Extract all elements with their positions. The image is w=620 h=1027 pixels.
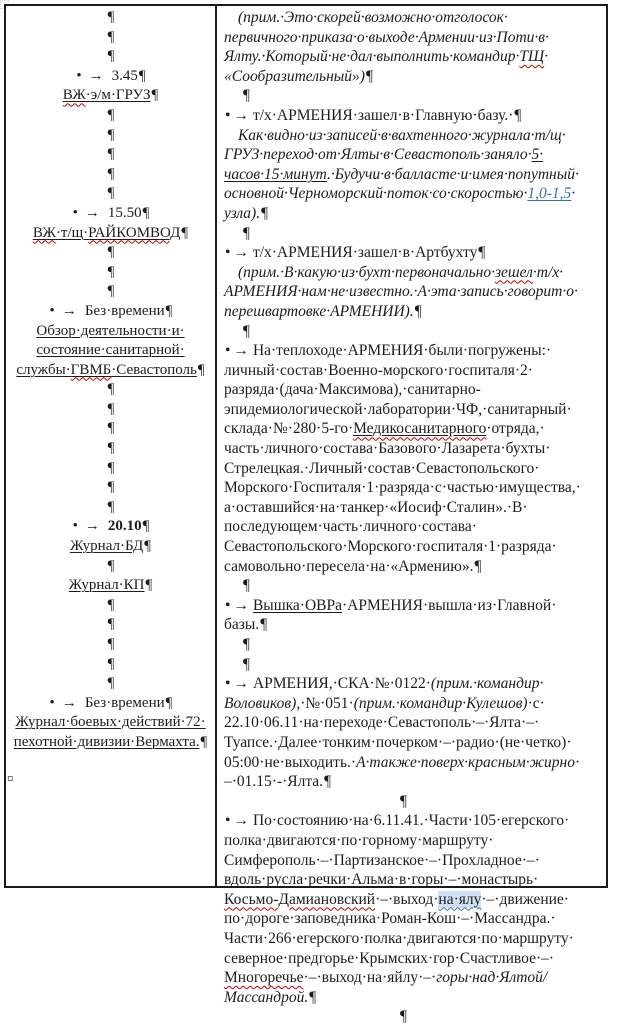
text-run: ·​э/м·​ГРУЗ [85, 87, 151, 104]
pilcrow-mark: ¶ [197, 361, 205, 378]
document-table [4, 4, 608, 1026]
empty-paragraph [10, 655, 211, 675]
pilcrow-mark: ¶ [474, 557, 482, 575]
text-run: ,·​№·​051·​ [296, 694, 354, 712]
pilcrow-mark: ¶ [107, 655, 115, 672]
text-run: ·​т/х·​АРМЕНИЯ·​нам·​не·​известно.·​А·​эта·​запись·​говорит·​о·​перешвартовке·​АРМЕНИИ). [224, 263, 578, 320]
text-run: Журнал·​БД [69, 538, 144, 555]
text-run [88, 225, 180, 241]
text-run: По·​состоянию·​на·​6.11.41.·​Части·​105·​егерского·​полка·​двигаются·​по·​горному·​маршруту·​Симферополь·​–·​Партизанское·​–·​Прохладное·​–·​вдоль·​русла·​речки·​Альма·​в·​горы·​–·​монастырь·​ [224, 812, 570, 889]
pilcrow-mark: ¶ [107, 636, 115, 652]
pilcrow-mark: ¶ [151, 87, 159, 104]
pilcrow-mark: ¶ [478, 244, 486, 262]
paragraph [10, 322, 211, 381]
table-cell-timeline[interactable] [6, 6, 217, 886]
empty-paragraph [10, 165, 211, 185]
paragraph [224, 106, 582, 126]
pilcrow-mark: ¶ [107, 557, 115, 574]
text-run: 1,0-1,5 [527, 185, 572, 203]
paragraph [224, 596, 582, 635]
pilcrow-mark: ¶ [107, 400, 115, 417]
empty-paragraph [10, 126, 211, 146]
pilcrow-mark: ¶ [261, 204, 269, 222]
empty-paragraph [10, 8, 211, 28]
paragraph [10, 224, 211, 244]
pilcrow-mark: ¶ [107, 459, 115, 476]
pilcrow-mark: ¶ [107, 498, 115, 515]
pilcrow-mark: ¶ [145, 577, 153, 594]
text-run: ·​–·​движение·​по·​дороге·​заповедника·​Роман-Кош·​–·​Массандра.·​Части·​266·​егерского·​полка·​двигаются·​по·​маршруту·​северное·​предгорье·​Крымских·​гор·​Счастливое·​–·​ [224, 890, 574, 967]
paragraph [224, 8, 582, 86]
paragraph [224, 126, 582, 224]
pilcrow-mark: ¶ [107, 28, 115, 45]
paragraph [10, 537, 211, 557]
spellcheck-squiggle: ГВМБ [70, 361, 112, 378]
text-run: Журнал·​боевых·​действий·​72·​пехотной·​дивизии·​Вермахта. [13, 714, 206, 750]
text-run: т/х·​АРМЕНИЯ·​зашел·​в·​Артбухту [252, 244, 478, 262]
pilcrow-mark: ¶ [181, 224, 189, 241]
empty-paragraph [224, 86, 582, 106]
text-run [224, 969, 304, 986]
tab-arrow-icon: → [61, 302, 77, 319]
text-run: ·​АРМЕНИЯ·​вышла·​из·​Главной·​базы. [224, 596, 557, 634]
empty-paragraph [224, 576, 582, 596]
bullet-marker: • [225, 244, 231, 262]
spellcheck-squiggle: Многоречье [224, 969, 304, 987]
text-run: АРМЕНИЯ,·​СКА·​№·​0122·​ [252, 675, 431, 693]
text-run: Как·​видно·​из·​записей·​в·​вахтенного·​журнала·​т/щ·​ГРУЗ·​переход·​от·​Ялты·​в·​Севастополь·​заняло·​ [224, 126, 566, 164]
paragraph [10, 576, 211, 596]
grammar-squiggle: на·​ялу [438, 890, 482, 908]
spellcheck-squiggle: зешел [495, 263, 533, 281]
paragraph [10, 713, 211, 752]
text-run: ·​отряда,·​часть·​личного·​состава·​Базового·​Лазарета·​бухты·​Стрелецкая.·​Личный·​состав·​Севастопольского·​Морского·​Госпиталя·​1·​разряда·​с·​частью·​имущества,·​а·​оставшийся·​на·​танкер·​«Иосиф·​Сталин».·​В·​последующем·​часть·​личного·​состава·​Севастопольского·​Морского·​госпиталя·​1·​разряда·​самовольно·​пересела·​на·​«Армению». [224, 420, 581, 575]
text-run [495, 264, 533, 281]
bullet-marker: • [225, 812, 231, 830]
pilcrow-mark: ¶ [243, 87, 251, 105]
text-run: (прим.·​командир·​Кулешов) [353, 694, 528, 712]
tab-arrow-icon: → [84, 204, 100, 221]
text-run [438, 891, 481, 908]
tab-arrow-icon: → [84, 518, 100, 535]
pilcrow-mark: ¶ [243, 224, 251, 242]
text-run [71, 362, 112, 378]
pilcrow-mark: ¶ [107, 283, 115, 300]
pilcrow-mark: ¶ [243, 577, 251, 595]
text-run [224, 891, 375, 908]
empty-paragraph [10, 145, 211, 165]
empty-paragraph [224, 635, 582, 655]
pilcrow-mark: ¶ [107, 440, 115, 457]
pilcrow-mark: ¶ [138, 67, 146, 84]
text-run: ·​–·​выход·​ [375, 890, 439, 908]
empty-paragraph [10, 28, 211, 48]
paragraph [10, 302, 211, 322]
pilcrow-mark: ¶ [243, 322, 251, 340]
pilcrow-mark: ¶ [107, 420, 115, 437]
text-run: ·​–·​01.15·​-·​Ялта. [224, 753, 581, 791]
text-run: 3.45 [111, 67, 138, 84]
pilcrow-mark: ¶ [107, 381, 115, 398]
pilcrow-mark: ¶ [107, 244, 115, 261]
empty-paragraph [10, 557, 211, 577]
pilcrow-mark: ¶ [365, 67, 373, 85]
text-run: 15.50 [107, 204, 142, 221]
text-run: На·​теплоходе·​АРМЕНИЯ·​были·​погружены:·​личный·​состав·​Военно-морского·​госпиталя·​2·​разряда·​(дача·​Максимова),·​санитарно-эпидемиологической·​лаборатории·​ЧФ,·​санитарный·​склада·​№·​280·​5-го·​ [224, 342, 572, 438]
paragraph [10, 694, 211, 714]
bullet-marker: • [225, 106, 231, 124]
empty-paragraph [10, 478, 211, 498]
pilcrow-mark: ¶ [309, 988, 317, 1006]
pilcrow-mark: ¶ [107, 616, 115, 633]
empty-paragraph [10, 263, 211, 283]
empty-paragraph [224, 322, 582, 342]
empty-paragraph [10, 47, 211, 67]
bullet-marker: • [225, 342, 231, 360]
pilcrow-mark: ¶ [144, 538, 152, 555]
text-run: т/х·​АРМЕНИЯ·​зашел·​в·​Главную·​базу.·​ [252, 106, 514, 124]
bullet-marker: • [49, 694, 55, 711]
row-end-anchor-mark: ¤ [7, 771, 14, 786]
pilcrow-mark: ¶ [107, 165, 115, 182]
text-run: ·​«Сообразительный») [224, 48, 549, 85]
text-run [33, 225, 56, 241]
empty-paragraph [10, 380, 211, 400]
text-run: ·​т/щ·​ [55, 224, 89, 241]
empty-paragraph [10, 243, 211, 263]
bullet-marker: • [72, 518, 78, 535]
empty-paragraph [224, 1007, 582, 1027]
pilcrow-mark: ¶ [107, 185, 115, 202]
pilcrow-mark: ¶ [165, 302, 173, 319]
text-run [353, 420, 486, 437]
paragraph [224, 263, 582, 322]
pilcrow-mark: ¶ [107, 263, 115, 280]
pilcrow-mark: ¶ [260, 616, 268, 634]
empty-paragraph [224, 655, 582, 675]
pilcrow-mark: ¶ [243, 636, 251, 653]
pilcrow-mark: ¶ [142, 204, 150, 221]
paragraph [224, 811, 582, 1007]
empty-paragraph [10, 635, 211, 655]
spellcheck-squiggle: ВЖ [32, 224, 56, 241]
text-run: Без·​времени [84, 694, 165, 711]
text-run: 20.10 [107, 518, 142, 535]
pilcrow-mark: ¶ [243, 655, 251, 673]
pilcrow-mark: ¶ [514, 106, 522, 124]
text-run [519, 48, 544, 65]
empty-paragraph [10, 184, 211, 204]
text-run: .·​Будучи·​в·​балласте·​и·​имея·​попутный·​основной·​Черноморский·​поток·​со·​скоростью·​ [224, 165, 579, 203]
pilcrow-mark: ¶ [142, 518, 150, 535]
text-run: ·​–·​выход·​на·​яйлу·​–·​ [303, 969, 437, 987]
text-run: Обзор·​деятельности·​и·​состояние·​санитарной·​службы·​ [16, 322, 185, 378]
text-run: 5·​часов·​15·​минут [224, 146, 544, 183]
bullet-marker: • [225, 596, 231, 614]
pilcrow-mark: ¶ [107, 675, 115, 692]
spellcheck-squiggle: Косьмо-Дамиановский [224, 890, 376, 908]
paragraph [10, 67, 211, 87]
text-run: Журнал·​КП [68, 577, 145, 594]
text-run: (прим.·​командир·​Воловиков) [224, 675, 544, 712]
empty-paragraph [10, 106, 211, 126]
empty-paragraph [10, 400, 211, 420]
pilcrow-mark: ¶ [107, 596, 115, 613]
paragraph [224, 341, 582, 576]
empty-paragraph [224, 792, 582, 812]
table-cell-details[interactable] [217, 6, 606, 1026]
text-run: Без·​времени [84, 302, 165, 319]
pilcrow-mark: ¶ [107, 479, 115, 496]
empty-paragraph [10, 419, 211, 439]
empty-paragraph [10, 615, 211, 635]
pilcrow-mark: ¶ [324, 773, 332, 791]
pilcrow-mark: ¶ [107, 9, 115, 25]
tab-arrow-icon: → [233, 244, 249, 262]
pilcrow-mark: ¶ [107, 48, 115, 65]
empty-paragraph [10, 439, 211, 459]
spellcheck-squiggle: РАЙКОМВОД [88, 224, 181, 241]
pilcrow-mark: ¶ [107, 106, 115, 123]
tab-arrow-icon: → [61, 694, 77, 711]
tab-arrow-icon: → [233, 675, 249, 693]
text-run [63, 87, 86, 103]
empty-paragraph [10, 596, 211, 616]
tab-arrow-icon: → [233, 342, 249, 360]
paragraph [10, 204, 211, 224]
tab-arrow-icon: → [88, 67, 104, 84]
paragraph [224, 674, 582, 792]
bullet-marker: • [72, 204, 78, 221]
tab-arrow-icon: → [233, 106, 249, 124]
pilcrow-mark: ¶ [414, 302, 422, 320]
pilcrow-mark: ¶ [107, 126, 115, 143]
spellcheck-squiggle: ТЩ [519, 48, 545, 66]
empty-paragraph [10, 674, 211, 694]
bullet-marker: • [76, 67, 82, 84]
paragraph [224, 243, 582, 263]
bullet-marker: • [225, 675, 231, 693]
text-run: Вышка·​ОВРа [252, 596, 342, 614]
text-run: ·​узла). [224, 185, 576, 222]
empty-paragraph [10, 282, 211, 302]
tab-arrow-icon: → [233, 812, 249, 830]
pilcrow-mark: ¶ [165, 694, 173, 711]
text-run: (прим.·​В·​какую·​из·​бухт·​первоначально·​ [238, 263, 495, 281]
bullet-marker: • [49, 302, 55, 319]
pilcrow-mark: ¶ [399, 792, 408, 810]
pilcrow-mark: ¶ [200, 733, 208, 750]
empty-paragraph [224, 224, 582, 244]
text-run: (прим.·​Это·​скорей·​возможно·​отголосок·​первичного·​приказа·​о·​выходе·​Армении·​из·​Поти·​в·​Ялту.·​Который·​не·​дал·​выполнить·​командир·​ [224, 9, 549, 66]
text-run: ·​Севастополь [111, 361, 197, 378]
paragraph [10, 86, 211, 106]
text-run: горы·​над·​Ялтой/Массандрой. [224, 969, 548, 1006]
empty-paragraph [10, 498, 211, 518]
empty-paragraph [10, 459, 211, 479]
text-run: А·​также·​поверх·​красным·​жирно [356, 753, 575, 771]
text-run: ·​с·​22.10·​06.11·​на·​переходе·​Севастополь·​–·​Ялта·​–·​Туапсе.·​Далее·​тонким·​почерком·​–·​радио·​(не·​четко)·​05:00·​не·​выходить.·​ [224, 694, 572, 771]
spellcheck-squiggle: Медикосанитарного [353, 420, 487, 438]
pilcrow-mark: ¶ [107, 146, 115, 163]
pilcrow-mark: ¶ [399, 1008, 408, 1026]
tab-arrow-icon: → [233, 596, 249, 614]
spellcheck-squiggle: ВЖ [62, 87, 86, 104]
paragraph [10, 517, 211, 537]
